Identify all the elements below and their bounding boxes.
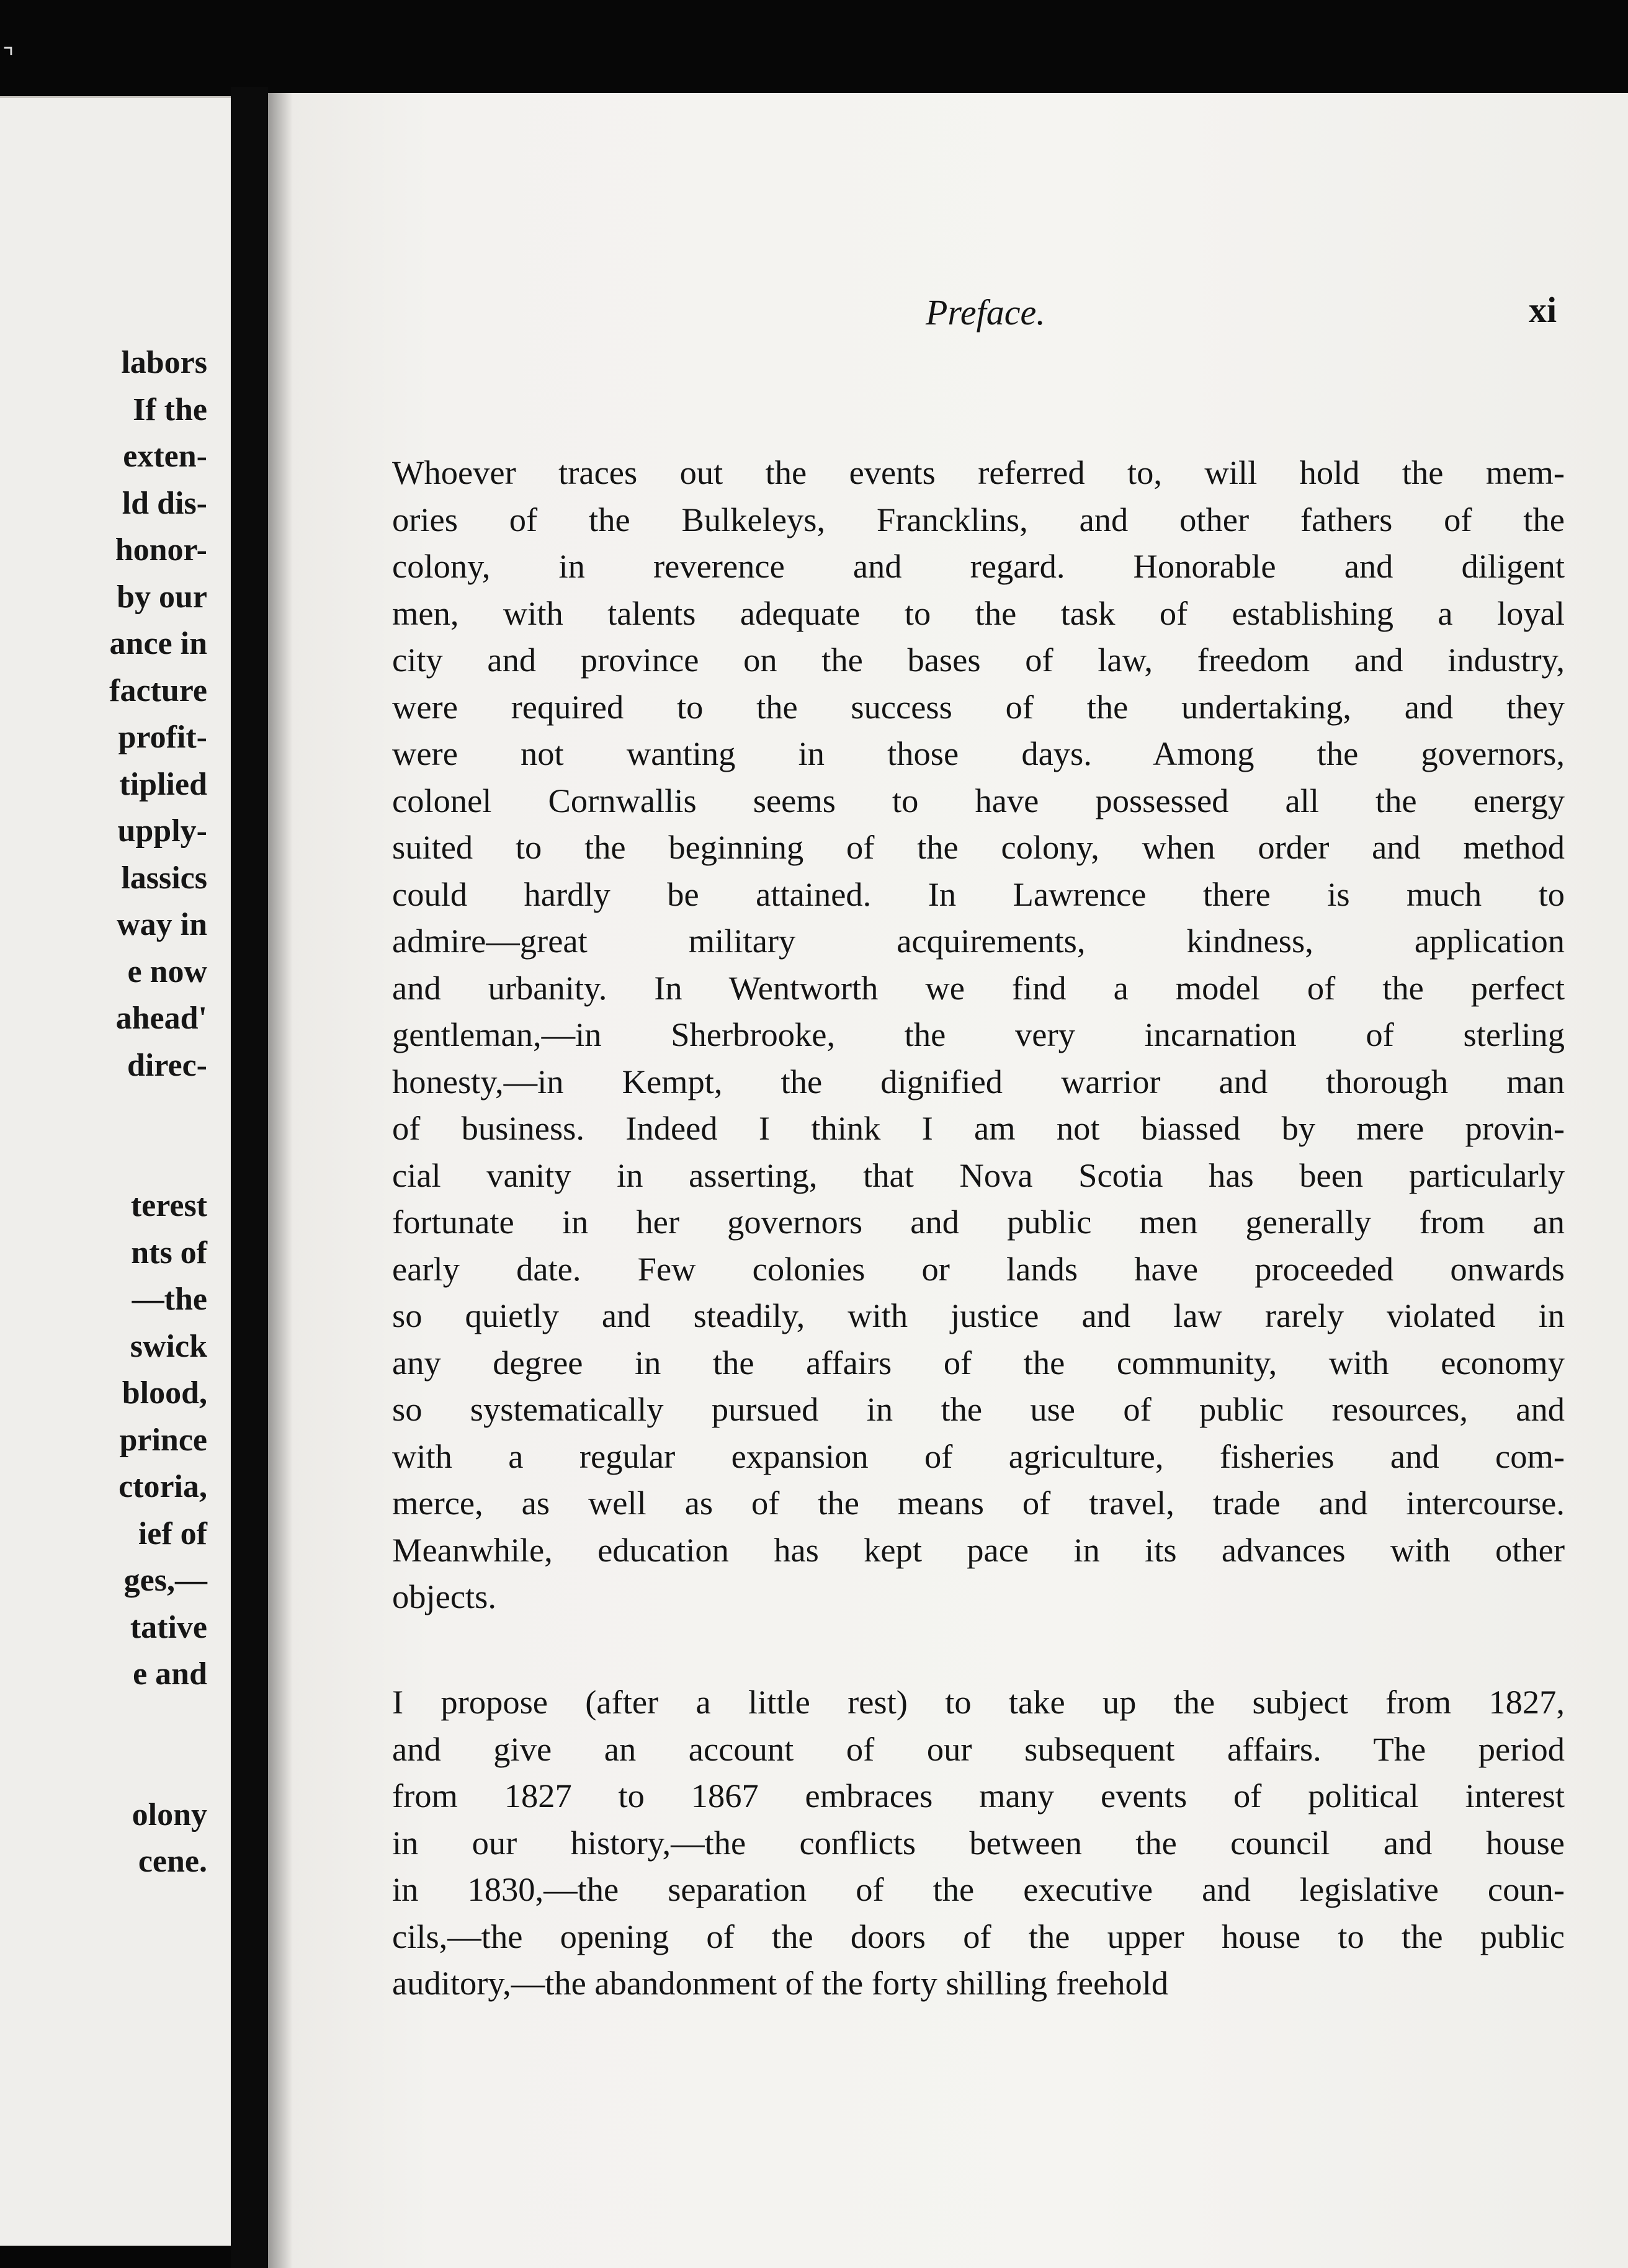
left-page-line: e now [127, 953, 207, 989]
left-page-line: ctoria, [119, 1469, 207, 1504]
left-page-line: swick [130, 1328, 207, 1364]
text-line: Meanwhile, education has kept pace in its advances with other [392, 1530, 1565, 1569]
text-line: from 1827 to 1867 embraces many events of political interest [392, 1777, 1565, 1815]
text-line: colony, in reverence and regard. Honorable and diligent [392, 547, 1565, 585]
left-page-fragment [0, 96, 231, 2246]
text-line: and give an account of our subsequent affairs. The period [392, 1730, 1565, 1768]
left-page-line: honor- [115, 532, 207, 568]
left-page-line: ges,— [123, 1563, 207, 1598]
left-page-line: If the [133, 391, 207, 427]
left-page-line: ance in [109, 626, 207, 661]
left-page-line: labors [121, 345, 207, 380]
text-line: Whoever traces out the events referred to, will hold the mem- [392, 453, 1565, 491]
left-page-line: way in [117, 907, 207, 942]
text-line: men, with talents adequate to the task of establishing a loyal [392, 594, 1565, 632]
text-line: and urbanity. In Wentworth we find a model of the perfect [392, 968, 1565, 1007]
text-line: admire—great military acquirements, kindness, application [392, 922, 1565, 960]
left-page-line: blood, [122, 1375, 207, 1411]
left-page-line: e and [133, 1656, 207, 1692]
text-line: city and province on the bases of law, freedom and industry, [392, 641, 1565, 679]
left-page-line: lassics [121, 860, 207, 896]
left-page-line: olony [132, 1797, 207, 1833]
text-line: auditory,—the abandonment of the forty shilling freehold [392, 1964, 1169, 2002]
text-line: gentleman,—in Sherbrooke, the very incarnation of sterling [392, 1016, 1565, 1053]
text-line: so systematically pursued in the use of public resources, and [392, 1390, 1565, 1428]
book-gutter [231, 87, 268, 2268]
text-line: cial vanity in asserting, that Nova Scotia has been particularly [392, 1156, 1565, 1194]
running-head: Preface. [926, 292, 1045, 333]
main-page [268, 93, 1628, 2268]
text-line: cils,—the opening of the doors of the upper house to the public [392, 1917, 1565, 1955]
text-line: were not wanting in those days. Among the governors, [392, 734, 1565, 772]
left-page-line: exten- [123, 439, 207, 474]
text-line: in 1830,—the separation of the executive and legislative coun- [392, 1870, 1565, 1908]
text-line: honesty,—in Kempt, the dignified warrior and thorough man [392, 1062, 1565, 1101]
text-line: early date. Few colonies or lands have proceeded onwards [392, 1249, 1565, 1288]
left-page-line: ief of [138, 1516, 207, 1551]
text-line: objects. [392, 1578, 496, 1615]
text-line: ories of the Bulkeleys, Francklins, and other fathers of the [392, 500, 1565, 538]
left-page-line: by our [117, 579, 207, 615]
text-line: in our history,—the conflicts between the council and house [392, 1823, 1565, 1862]
left-page-line: facture [109, 672, 207, 708]
text-line: so quietly and steadily, with justice and law rarely violated in [392, 1297, 1565, 1334]
left-page-line: ld dis- [122, 485, 207, 521]
left-page-line: prince [119, 1422, 207, 1458]
text-line: merce, as well as of the means of travel, trade and intercourse. [392, 1484, 1565, 1522]
left-page-line: cene. [138, 1844, 207, 1879]
paragraph-1 [392, 449, 1565, 1620]
text-line: I propose (after a little rest) to take up the subject from 1827, [392, 1683, 1565, 1721]
left-page-line: terest [130, 1188, 207, 1223]
left-page-line: upply- [117, 813, 207, 849]
text-line: with a regular expansion of agriculture, fisheries and com- [392, 1437, 1565, 1475]
left-page-line: tative [130, 1609, 207, 1645]
left-page-line: ahead' [115, 1001, 207, 1036]
left-page-line: nts of [131, 1234, 207, 1270]
text-line: could hardly be attained. In Lawrence there is much to [392, 875, 1565, 913]
left-page-line: tiplied [119, 766, 207, 802]
text-line: any degree in the affairs of the community, with economy [392, 1343, 1565, 1382]
corner-scan-mark: ⌝ [2, 43, 14, 72]
left-page-line: profit- [118, 720, 207, 755]
text-line: suited to the beginning of the colony, when order and method [392, 828, 1565, 866]
page-number: xi [1529, 290, 1557, 330]
page-shadow [268, 93, 293, 2268]
text-line: fortunate in her governors and public men generally from an [392, 1203, 1565, 1241]
text-line: were required to the success of the undertaking, and they [392, 687, 1565, 726]
text-line: colonel Cornwallis seems to have possessed all the energy [392, 781, 1565, 819]
left-page-line: —the [132, 1282, 207, 1317]
paragraph-2 [392, 1679, 1565, 2007]
left-page-edge [0, 96, 231, 98]
text-line: of business. Indeed I think I am not biassed by mere provin- [392, 1109, 1565, 1147]
left-page-line: direc- [127, 1047, 207, 1083]
